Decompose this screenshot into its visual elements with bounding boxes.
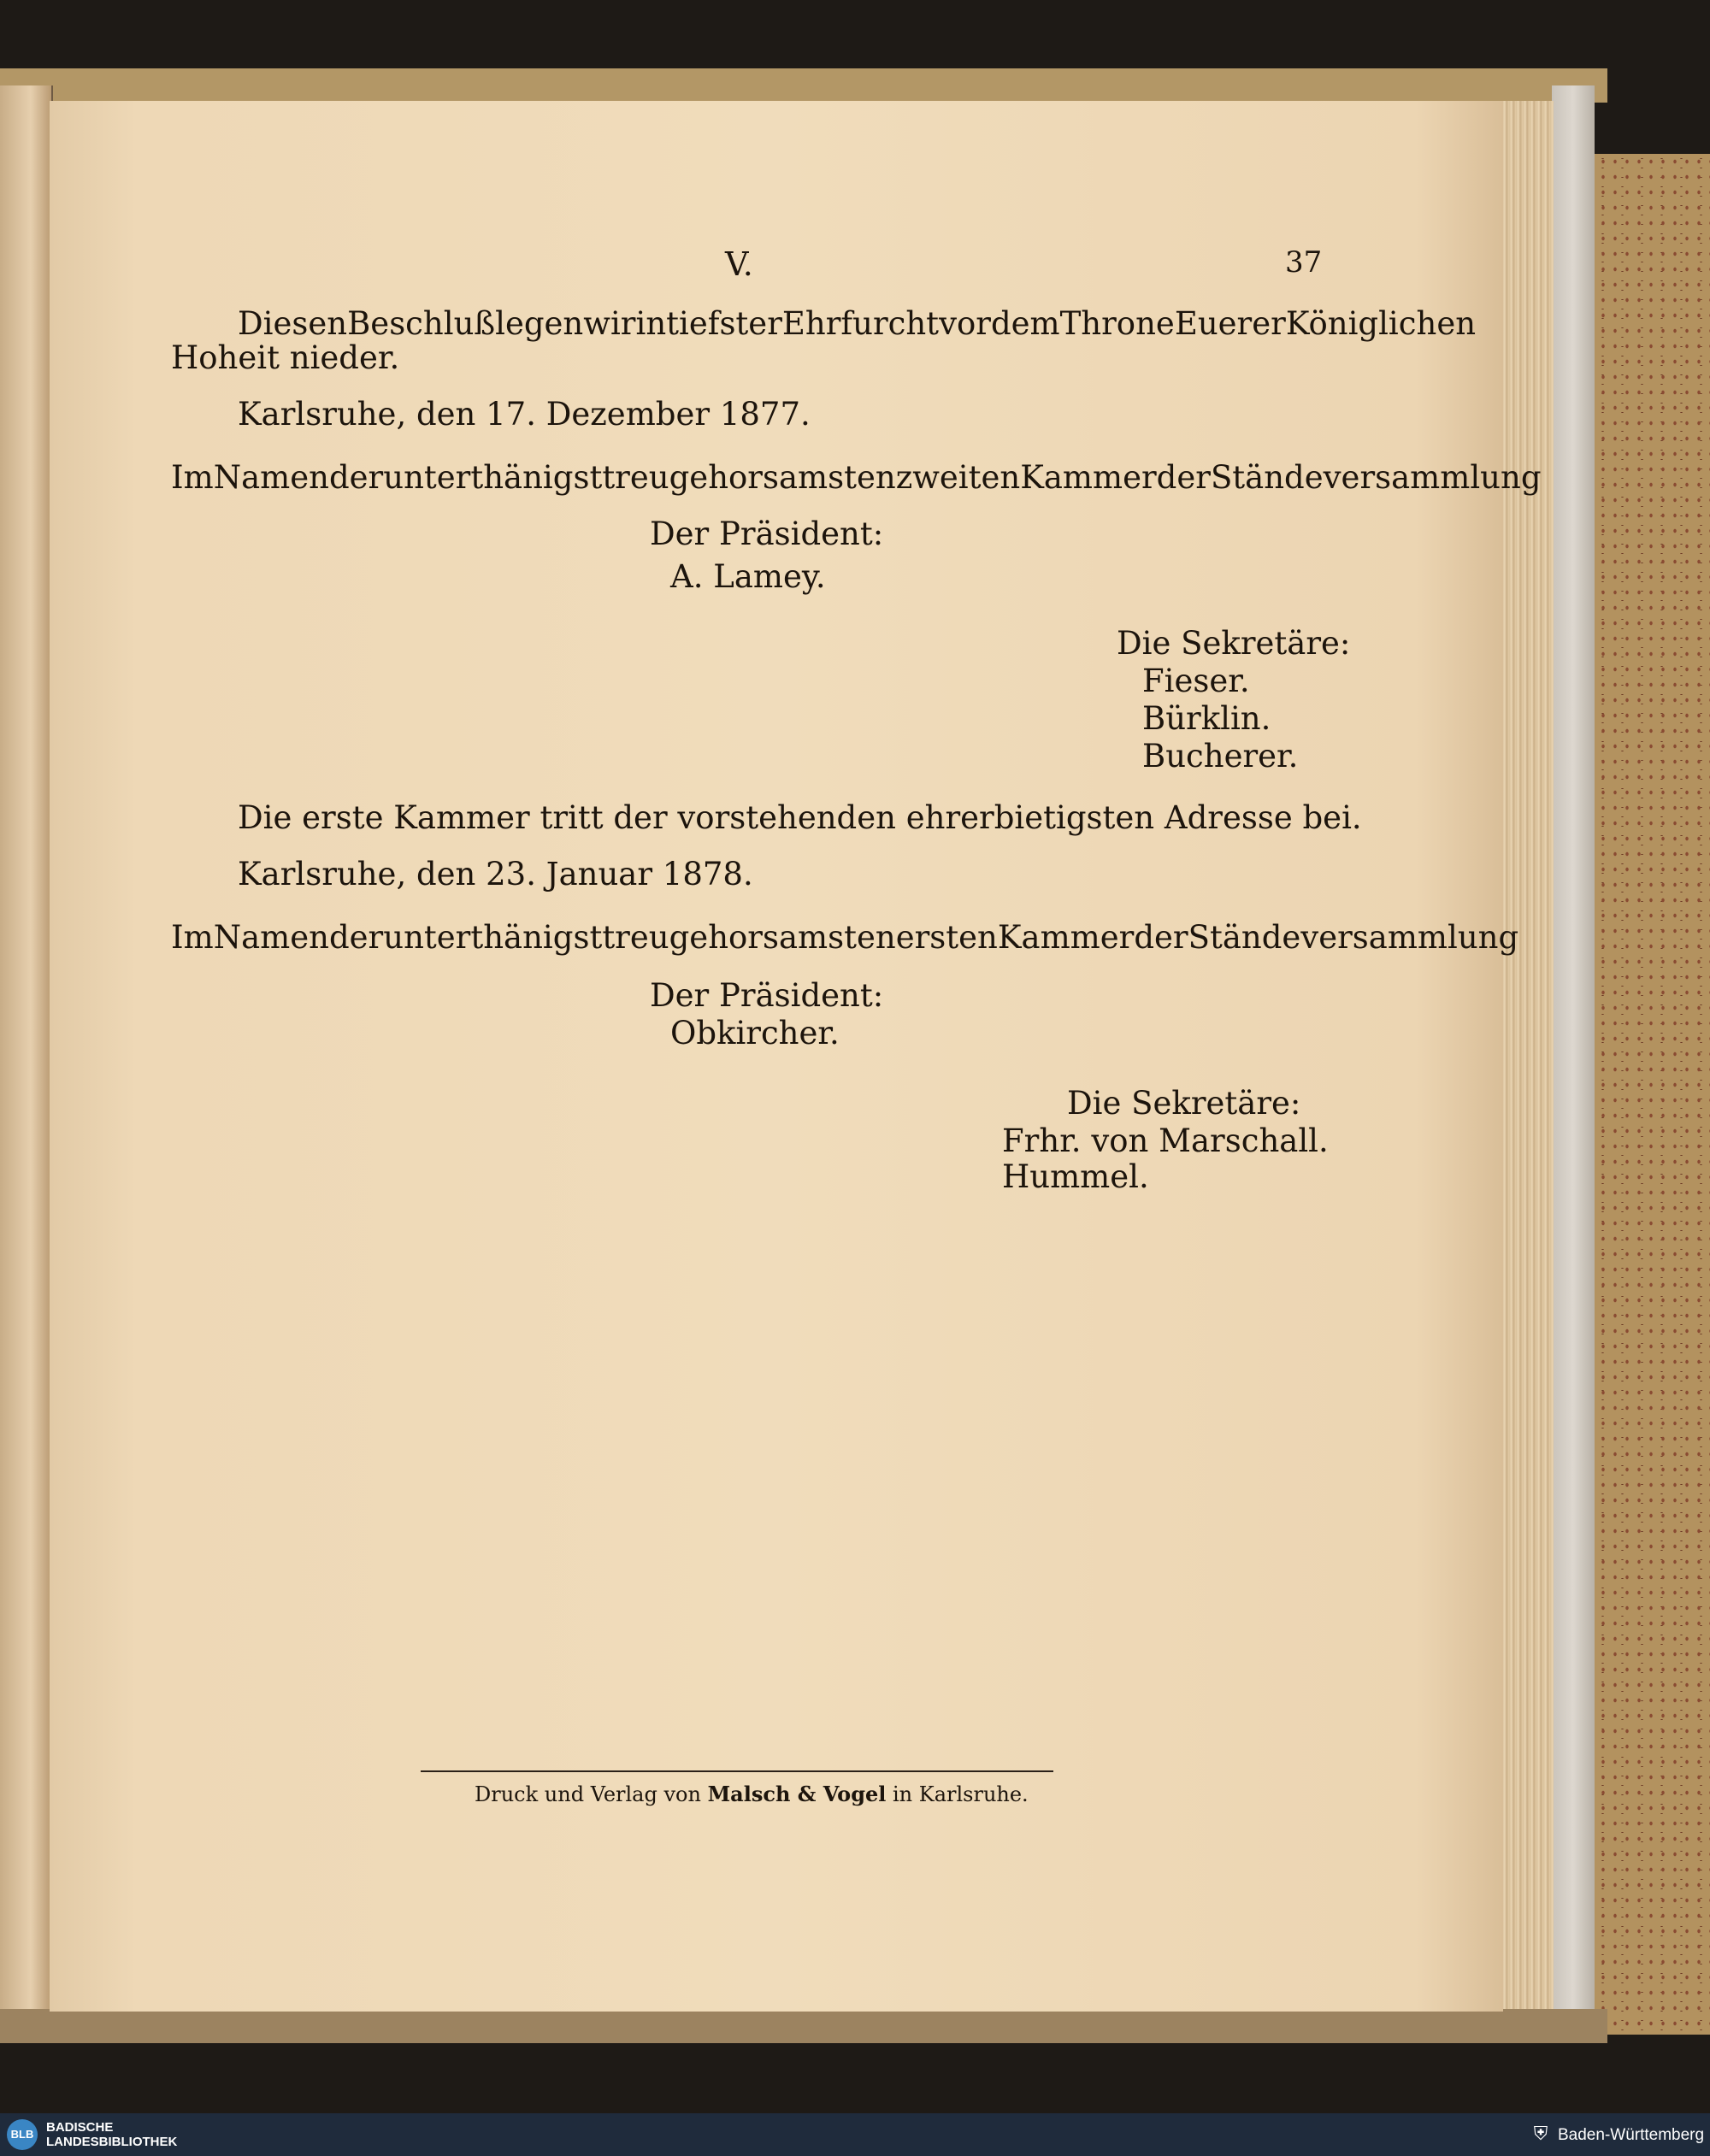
word: der bbox=[1134, 919, 1188, 956]
imprint-rule bbox=[421, 1770, 1053, 1772]
word: unterthänigst bbox=[383, 919, 603, 956]
imprint-line bbox=[475, 1784, 1029, 1805]
word: Ständeversammlung bbox=[1188, 919, 1519, 956]
word: treu bbox=[602, 919, 669, 956]
word: tiefster bbox=[666, 305, 782, 342]
word: Im bbox=[171, 919, 214, 956]
library-name-line-2: LANDESBIBLIOTHEK bbox=[46, 2135, 178, 2149]
president-title-first: Der Präsident: bbox=[650, 977, 884, 1014]
word: Diesen bbox=[238, 305, 348, 342]
word: Beschluß bbox=[347, 305, 496, 342]
left-page-edge bbox=[0, 85, 53, 2009]
book-cover-right-edge bbox=[1552, 85, 1595, 2018]
word: der bbox=[328, 459, 384, 496]
word: zweiten bbox=[895, 459, 1021, 496]
word: dem bbox=[990, 305, 1060, 342]
word: der bbox=[328, 919, 384, 956]
secretary-name: Fieser. bbox=[1142, 663, 1250, 699]
word: Im bbox=[171, 459, 214, 496]
text-line-resolution bbox=[238, 305, 1477, 342]
word: ersten bbox=[895, 919, 998, 956]
page-number: 37 bbox=[1285, 245, 1323, 280]
word: Königlichen bbox=[1285, 305, 1477, 342]
book-cover-bottom-edge bbox=[0, 2009, 1607, 2043]
secretary-name: Bucherer. bbox=[1142, 738, 1299, 775]
word: Kammer bbox=[1020, 459, 1157, 496]
coat-of-arms-icon: ⛨ bbox=[1533, 2124, 1548, 2145]
word: wir bbox=[583, 305, 636, 342]
word: Namen bbox=[213, 459, 329, 496]
word: gehorsamsten bbox=[669, 919, 896, 956]
word: treu bbox=[602, 459, 669, 496]
secretaries-title-first: Die Sekretäre: bbox=[1067, 1085, 1301, 1122]
word: Kammer bbox=[997, 919, 1135, 956]
text-line-second-chamber bbox=[171, 459, 1542, 496]
president-title-second: Der Präsident: bbox=[650, 515, 884, 552]
partner-name[interactable]: Baden-Württemberg bbox=[1558, 2126, 1705, 2144]
secretaries-title-second: Die Sekretäre: bbox=[1117, 625, 1351, 662]
president-name-obkircher: Obkircher. bbox=[670, 1015, 840, 1051]
secretary-name: Bürklin. bbox=[1142, 700, 1271, 737]
word: Euerer bbox=[1174, 305, 1286, 342]
text-line-first-chamber bbox=[171, 919, 1519, 956]
president-name-lamey: A. Lamey. bbox=[670, 558, 826, 595]
word: der bbox=[1156, 459, 1211, 496]
page-stack-edges bbox=[1501, 101, 1554, 2012]
word: Ständeversammlung bbox=[1210, 459, 1542, 496]
word: Throne bbox=[1059, 305, 1175, 342]
word: Ehrfurcht bbox=[781, 305, 940, 342]
viewer-footer bbox=[0, 2113, 1710, 2156]
word: legen bbox=[495, 305, 584, 342]
book-cover-top-edge bbox=[0, 68, 1607, 103]
date-line-1877: Karlsruhe, den 17. Dezember 1877. bbox=[238, 396, 811, 433]
text-line-first-chamber-statement: Die erste Kammer tritt der vorstehenden ehrerbietigsten Adresse bei. bbox=[238, 799, 1362, 836]
word: unterthänigst bbox=[383, 459, 603, 496]
date-line-1878: Karlsruhe, den 23. Januar 1878. bbox=[238, 856, 753, 892]
secretary-name: Hummel. bbox=[1002, 1158, 1149, 1195]
word: Namen bbox=[213, 919, 329, 956]
library-name-line-1: BADISCHE bbox=[46, 2120, 114, 2135]
secretary-name: Frhr. von Marschall. bbox=[1002, 1122, 1329, 1159]
text-line-hoheit: Hoheit nieder. bbox=[171, 339, 400, 376]
section-marker: V. bbox=[725, 245, 753, 283]
imprint-suffix: in Karlsruhe. bbox=[893, 1782, 1029, 1806]
blb-logo-icon[interactable]: BLB bbox=[7, 2119, 38, 2150]
word: in bbox=[635, 305, 667, 342]
word: gehorsamsten bbox=[669, 459, 896, 496]
document-page bbox=[50, 101, 1503, 2012]
library-name[interactable] bbox=[46, 2120, 177, 2149]
imprint-prefix: Druck und Verlag von bbox=[475, 1782, 701, 1806]
word: vor bbox=[939, 305, 991, 342]
imprint-publisher: Malsch & Vogel bbox=[707, 1782, 887, 1806]
